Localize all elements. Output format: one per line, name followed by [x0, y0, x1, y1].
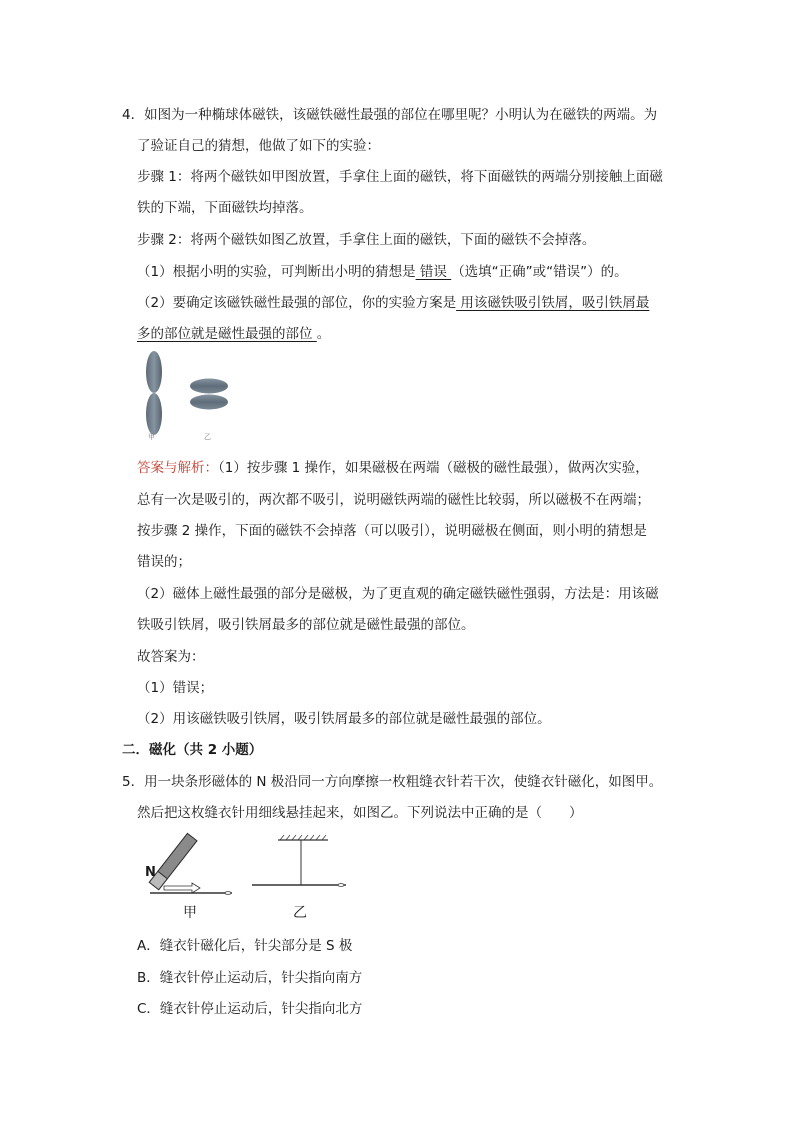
magnet-jia-top [146, 351, 162, 393]
analysis-line4: 错误的； [137, 554, 191, 570]
fig-label-yi: 乙 [204, 433, 211, 441]
q4-sub1 [137, 260, 628, 280]
fig-jia-label: 甲 [183, 905, 197, 921]
analysis-text-1: （1）按步骤 1 操作，如果磁极在两端（磁极的磁性最强），做两次实验， [218, 460, 649, 476]
rub-direction-arrow [164, 883, 200, 893]
q4-sub2-suffix: 。 [316, 326, 331, 342]
magnet-jia-bottom [146, 393, 162, 435]
q5-option-a: A．缝衣针磁化后，针尖部分是 S 极 [137, 938, 353, 954]
q4-line1: 4．如图为一种椭球体磁铁，该磁铁磁性最强的部位在哪里呢？小明认为在磁铁的两端。为 [122, 107, 658, 123]
bar-magnet [149, 833, 197, 889]
q4-line2: 了验证自己的猜想，他做了如下的实验： [137, 138, 380, 154]
section2-title: 二．磁化（共 2 小题） [122, 742, 263, 758]
q4-sub1-answer: 错误 [415, 264, 452, 280]
answer-2: （2）用该磁铁吸引铁屑，吸引铁屑最多的部位就是磁性最强的部位。 [137, 711, 551, 727]
ceiling-hatch [280, 835, 326, 840]
q5-option-b: B．缝衣针停止运动后，针尖指向南方 [137, 970, 363, 986]
ellipsoid-magnet-figure [140, 348, 250, 446]
analysis-line1 [137, 456, 649, 476]
magnet-yi-top [190, 379, 228, 394]
fig-n-pole-label: N [145, 865, 156, 880]
analysis-label: 答案与解析： [137, 460, 218, 476]
q5-option-c: C．缝衣针停止运动后，针尖指向北方 [137, 1001, 363, 1017]
q4-step1-b: 铁的下端，下面磁铁均掉落。 [137, 200, 313, 216]
q4-step2: 步骤 2：将两个磁铁如图乙放置，手拿住上面的磁铁，下面的磁铁不会掉落。 [137, 232, 596, 248]
fig-label-jia: 甲 [148, 433, 155, 441]
q4-sub2-a [137, 291, 649, 311]
q4-sub2-b [137, 322, 330, 342]
q4-sub2-prefix: （2）要确定该磁铁磁性最强的部位，你的实验方案是 [137, 295, 457, 311]
analysis-line5: （2）磁体上磁性最强的部分是磁极，为了更直观的确定磁铁磁性强弱，方法是：用该磁 [137, 586, 659, 602]
q5-line2: 然后把这枚缝衣针用细线悬挂起来，如图乙。下列说法中正确的是（ ） [137, 805, 583, 821]
needle-jia-eye [225, 892, 231, 895]
answer-1: （1）错误； [137, 680, 214, 696]
answer-intro: 故答案为： [137, 649, 205, 665]
needle-yi-eye [338, 884, 344, 887]
fig-yi-label: 乙 [293, 905, 307, 921]
needle-magnetization-figure [140, 832, 350, 902]
analysis-line2: 总有一次是吸引的，两次都不吸引，说明磁铁两端的磁性比较弱，所以磁极不在两端； [137, 492, 650, 508]
analysis-line6: 铁吸引铁屑，吸引铁屑最多的部位就是磁性最强的部位。 [137, 617, 475, 633]
magnet-yi-bottom [190, 395, 228, 410]
analysis-line3: 按步骤 2 操作，下面的磁铁不会掉落（可以吸引），说明磁极在侧面，则小明的猜想是 [137, 523, 647, 539]
q4-sub1-prefix: （1）根据小明的实验，可判断出小明的猜想是 [137, 264, 416, 280]
q5-line1: 5．用一块条形磁体的 N 极沿同一方向摩擦一枚粗缝衣针若干次，使缝衣针磁化，如图甲。 [122, 774, 663, 790]
q4-sub2-answer-b: 多的部位就是磁性最强的部位 [137, 326, 317, 342]
q4-sub2-answer-a: 用该磁铁吸引铁屑，吸引铁屑最 [456, 295, 650, 311]
q4-sub1-suffix: （选填“正确”或“错误”）的。 [451, 264, 628, 280]
q4-step1-a: 步骤 1：将两个磁铁如甲图放置，手拿住上面的磁铁，将下面磁铁的两端分别接触上面磁 [137, 169, 663, 185]
